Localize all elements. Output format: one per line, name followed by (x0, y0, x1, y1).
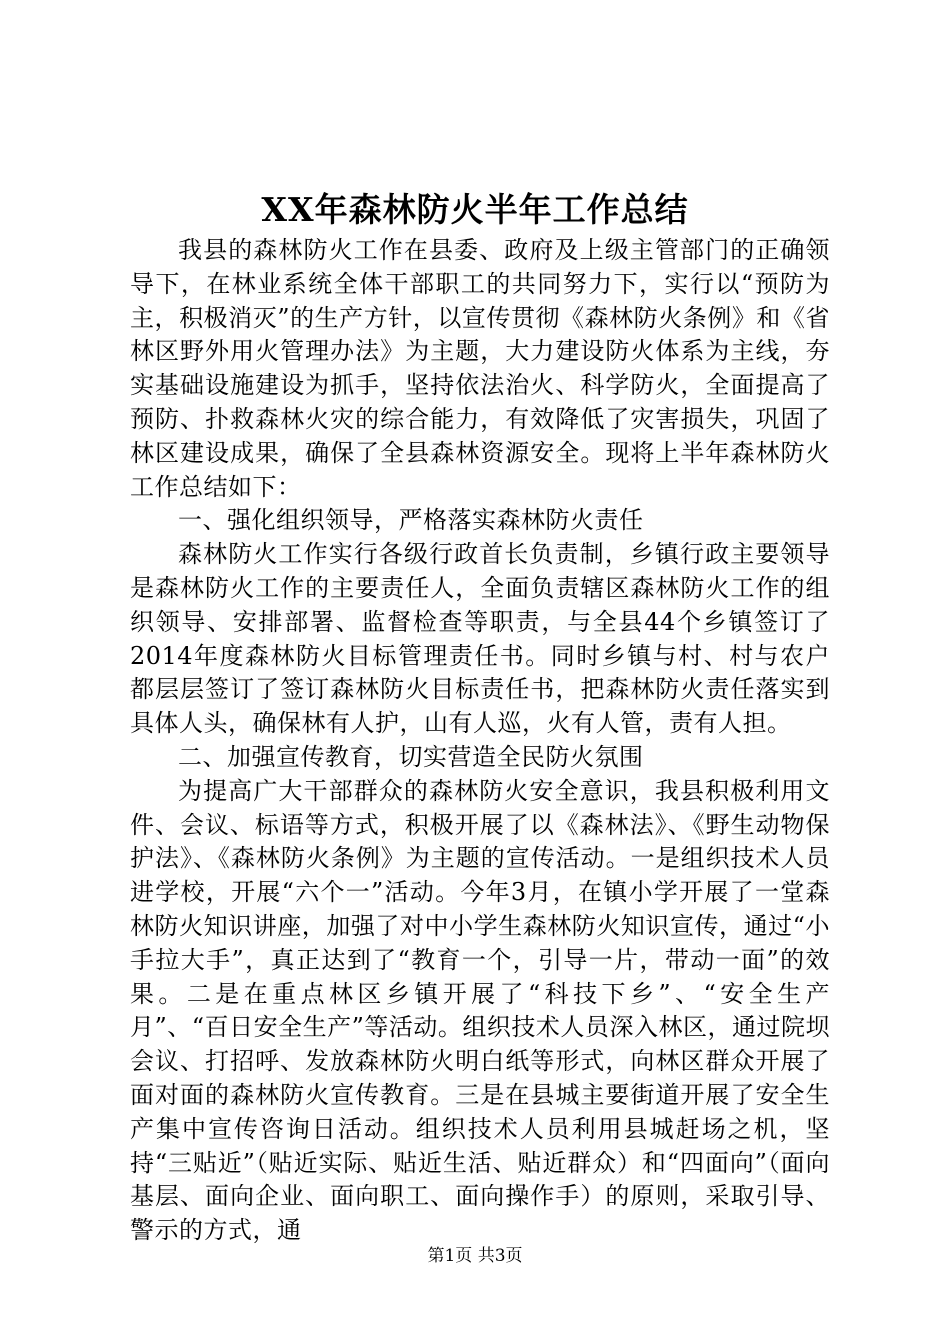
document-title: XX年森林防火半年工作总结 (261, 190, 689, 229)
page-number-footer: 第1页 共3页 (427, 1246, 523, 1266)
document-body (130, 234, 830, 1248)
section-2-paragraph: 为提高广大干部群众的森林防火安全意识，我县积极利用文件、会议、标语等方式，积极开展了以《森林法》、《野生动物保护法》、《森林防火条例》为主题的宣传活动。一是组织技术人员进学校，开展“六个一”活动。今年3月，在镇小学开展了一堂森林防火知识讲座，加强了对中小学生森林防火知识宣传，通过“小手拉大手”，真正达到了“教育一个，引导一片，带动一面”的效果。二是在重点林区乡镇开展了“科技下乡”、“安全生产月”、“百日安全生产”等活动。组织技术人员深入林区，通过院坝会议、打招呼、发放森林防火明白纸等形式，向林区群众开展了面对面的森林防火宣传教育。三是在县城主要街道开展了安全生产集中宣传咨询日活动。组织技术人员利用县城赶场之机，坚持“三贴近”（贴近实际、贴近生活、贴近群众）和“四面向”（面向基层、面向企业、面向职工、面向操作手）的原则，采取引导、警示的方式，通 (130, 776, 830, 1245)
section-heading-1: 一、强化组织领导，严格落实森林防火责任 (178, 506, 644, 535)
intro-paragraph: 我县的森林防火工作在县委、政府及上级主管部门的正确领导下，在林业系统全体干部职工的共同努力下，实行以“预防为主，积极消灭”的生产方针，以宣传贯彻《森林防火条例》和《省林区野外用火管理办法》为主题，大力建设防火体系为主线，夯实基础设施建设为抓手，坚持依法治火、科学防火，全面提高了预防、扑救森林火灾的综合能力，有效降低了灾害损失，巩固了林区建设成果，确保了全县森林资源安全。现将上半年森林防火工作总结如下： (130, 236, 830, 501)
section-1-paragraph: 森林防火工作实行各级行政首长负责制，乡镇行政主要领导是森林防火工作的主要责任人，全面负责辖区森林防火工作的组织领导、安排部署、监督检查等职责，与全县44个乡镇签订了2014年度森林防火目标管理责任书。同时乡镇与村、村与农户都层层签订了签订森林防火目标责任书，把森林防火责任落实到具体人头，确保林有人护，山有人巡，火有人管，责有人担。 (130, 540, 830, 738)
section-heading-2: 二、加强宣传教育，切实营造全民防火氛围 (178, 742, 644, 771)
